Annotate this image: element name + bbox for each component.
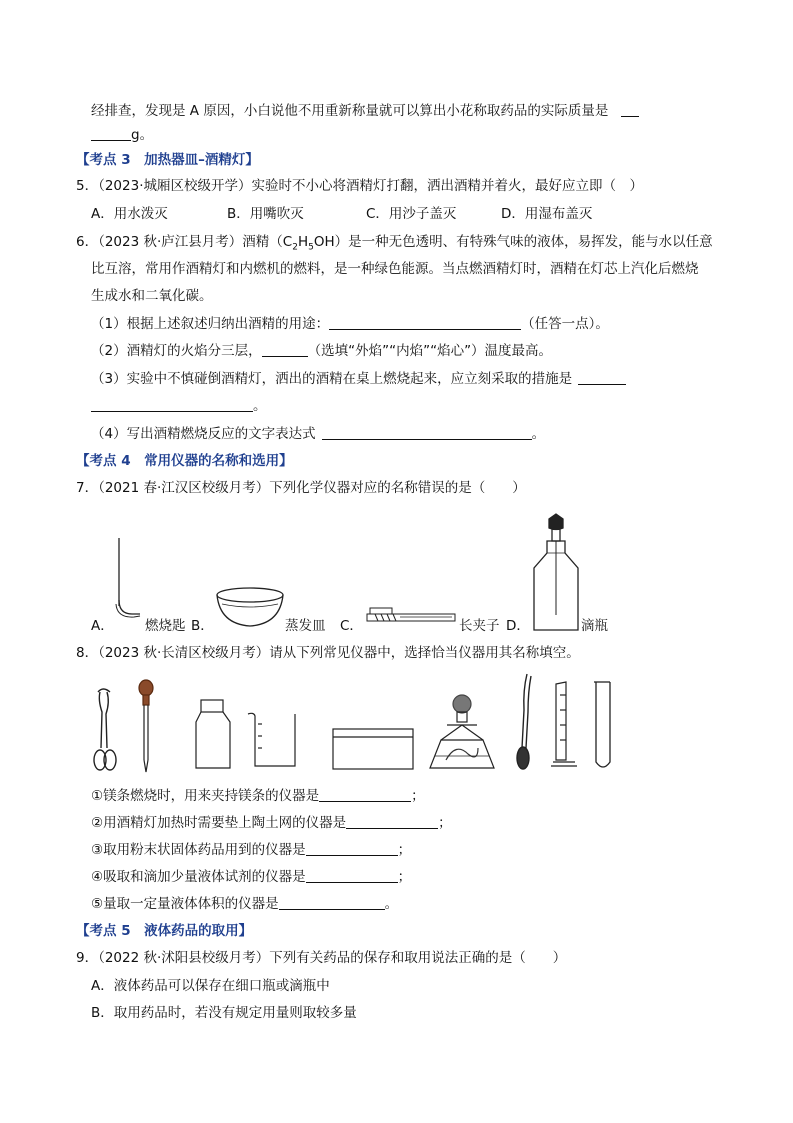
wide-mouth-bottle-icon xyxy=(196,700,230,768)
question-7-option-d-letter: D． xyxy=(506,618,530,634)
question-8-item-2: ②用酒精灯加热时需要垫上陶土网的仪器是 ； xyxy=(91,815,452,831)
question-7-option-c-name: 长夹子 xyxy=(459,618,500,634)
question-7-stem: 7．（2021 春·江汉区校级月考）下列化学仪器对应的名称错误的是（ ） xyxy=(76,480,526,496)
option-b: B．用嘴吹灭 xyxy=(227,206,304,222)
answer-blank xyxy=(279,895,385,910)
question-6-part-3: （3）实验中不慎碰倒酒精灯，洒出的酒精在桌上燃烧起来，应立刻采取的措施是 xyxy=(91,370,626,388)
section-heading-4: 【考点 4 常用仪器的名称和选用】 xyxy=(76,453,293,469)
test-tube-icon xyxy=(594,682,610,767)
option-a: A．用水泼灭 xyxy=(91,206,168,222)
answer-blank xyxy=(306,868,398,883)
question-6-stem: 6．（2023 秋·庐江县月考）酒精$(C_2H_5OH)$是一种无色透明、有特殊气味的液体，易挥发，能与水以任意 xyxy=(76,234,713,253)
section-heading-5: 【考点 5 液体药品的取用】 xyxy=(76,923,253,939)
graduated-cylinder-icon xyxy=(551,682,577,766)
medicine-spoon-icon xyxy=(517,674,531,769)
question-8-item-1: ①镁条燃烧时，用来夹持镁条的仪器是 ； xyxy=(91,788,425,804)
answer-blank xyxy=(306,841,398,856)
option-d: D．用湿布盖灭 xyxy=(501,206,593,222)
question-8-stem: 8．（2023 秋·长清区校级月考）请从下列常见仪器中，选择恰当仪器用其名称填空。 xyxy=(76,645,580,661)
question-6-part-3-cont: 。 xyxy=(91,397,267,415)
dropper-icon xyxy=(139,680,153,772)
question-6-part-4: （4）写出酒精燃烧反应的文字表达式 。 xyxy=(91,426,546,442)
question-6-line-3: 生成水和二氧化碳。 xyxy=(91,288,213,304)
water-trough-icon xyxy=(333,729,413,769)
intro-line-2: g。 xyxy=(91,126,153,144)
question-9-option-b: B．取用药品时，若没有规定用量则取较多量 xyxy=(91,1005,357,1021)
question-7-option-a-name: 燃烧匙 xyxy=(145,618,186,634)
question-7-option-c-letter: C． xyxy=(340,618,363,634)
question-7-option-d-name: 滴瓶 xyxy=(581,618,608,634)
question-7-option-b-letter: B． xyxy=(191,618,214,634)
answer-blank xyxy=(319,787,411,802)
question-6-line-2: 比互溶，常用作酒精灯和内燃机的燃料，是一种绿色能源。当点燃酒精灯时，酒精在灯芯上汽化后燃烧 xyxy=(91,261,699,277)
question-8-item-4: ④吸取和滴加少量液体试剂的仪器是 ； xyxy=(91,869,412,885)
question-8-item-3: ③取用粉末状固体药品用到的仪器是 ； xyxy=(91,842,412,858)
question-7-option-b-name: 蒸发皿 xyxy=(285,618,326,634)
question-9-option-a: A．液体药品可以保存在细口瓶或滴瓶中 xyxy=(91,978,330,994)
question-6-part-2: （2）酒精灯的火焰分三层， （选填“外焰”“内焰”“焰心”）温度最高。 xyxy=(91,343,553,359)
alcohol-lamp-icon xyxy=(430,695,494,768)
question-9-stem: 9．（2022 秋·沭阳县校级月考）下列有关药品的保存和取用说法正确的是（ ） xyxy=(76,950,567,966)
answer-blank xyxy=(346,814,438,829)
question-6-part-1: （1）根据上述叙述归纳出酒精的用途： （任答一点）。 xyxy=(91,316,609,332)
intro-line-1: 经排查，发现是 A 原因，小白说他不用重新称量就可以算出小花称取药品的实际质量是 xyxy=(91,102,639,120)
section-heading-3: 【考点 3 加热器皿–酒精灯】 xyxy=(76,152,259,168)
question-5-stem: 5．（2023·城厢区校级开学）实验时不小心将酒精灯打翻，洒出酒精并着火，最好应立即（ ） xyxy=(76,178,643,194)
beaker-icon xyxy=(248,713,295,766)
question-8-item-5: ⑤量取一定量液体体积的仪器是 。 xyxy=(91,896,399,912)
option-c: C．用沙子盖灭 xyxy=(366,206,457,222)
question-7-option-a-letter: A． xyxy=(91,618,114,634)
crucible-tongs-icon xyxy=(94,689,116,770)
